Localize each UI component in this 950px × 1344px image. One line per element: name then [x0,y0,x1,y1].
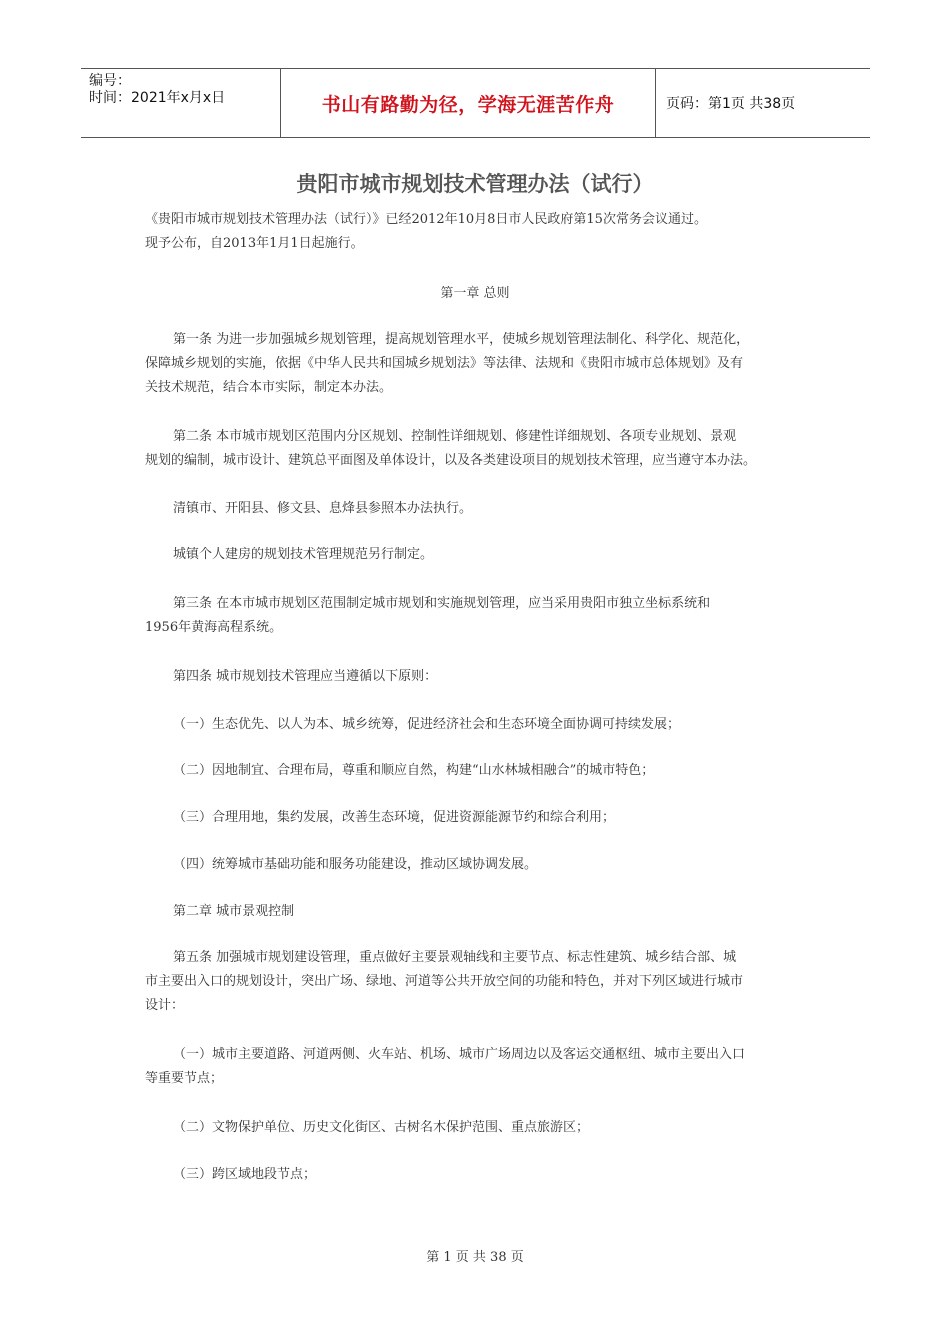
list-item: （四）统筹城市基础功能和服务功能建设，推动区域协调发展。 [173,857,538,872]
chapter-heading: 第一章 总则 [440,286,510,301]
article-line: 第四条 城市规划技术管理应当遵循以下原则： [173,669,438,684]
header-meta-cell [81,69,281,137]
list-item: （一）生态优先、以人为本、城乡统筹，促进经济社会和生态环境全面协调可持续发展； [173,717,681,732]
article-line: 市主要出入口的规划设计，突出广场、绿地、河道等公共开放空间的功能和特色，并对下列区域进行城市 [145,974,744,989]
date-label: 时间：2021年x月x日 [89,90,226,106]
list-item: （一）城市主要道路、河道两侧、火车站、机场、城市广场周边以及客运交通枢纽、城市主要出入口 [173,1047,746,1062]
article-line: 第一条 为进一步加强城乡规划管理，提高规划管理水平，使城乡规划管理法制化、科学化、规范化， [173,332,750,347]
list-item: 等重要节点； [145,1071,224,1086]
paragraph-line: 清镇市、开阳县、修文县、息烽县参照本办法执行。 [173,501,473,516]
list-item: （三）跨区域地段节点； [173,1167,317,1182]
intro-line: 现予公布，自2013年1月1日起施行。 [145,236,364,251]
page-footer: 第 1 页 共 38 页 [426,1250,524,1265]
list-item: （二）因地制宜、合理布局，尊重和顺应自然，构建“山水林城相融合”的城市特色； [173,763,655,778]
article-line: 设计： [145,998,185,1013]
list-item: （三）合理用地，集约发展，改善生态环境，促进资源能源节约和综合利用； [173,810,616,825]
page-info: 页码：第1页 共38页 [666,96,796,112]
chapter-heading: 第二章 城市景观控制 [173,904,295,919]
paragraph-line: 城镇个人建房的规划技术管理规范另行制定。 [173,547,434,562]
article-line: 关技术规范，结合本市实际，制定本办法。 [145,380,393,395]
page-info-cell [656,69,870,137]
article-line: 1956年黄海高程系统。 [145,620,283,635]
number-label: 编号： [89,73,131,89]
article-line: 保障城乡规划的实施，依据《中华人民共和国城乡规划法》等法律、法规和《贵阳市城市总体规划》及有 [145,356,744,371]
header-table [81,68,870,138]
article-line: 第二条 本市城市规划区范围内分区规划、控制性详细规划、修建性详细规划、各项专业规划、景观 [173,429,737,444]
intro-line: 《贵阳市城市规划技术管理办法（试行）》已经2012年10月8日市人民政府第15次常务会议通过。 [145,212,707,227]
article-line: 第五条 加强城市规划建设管理，重点做好主要景观轴线和主要节点、标志性建筑、城乡结合部、城 [173,950,737,965]
document-title: 贵阳市城市规划技术管理办法（试行） [296,172,654,196]
motto-text: 书山有路勤为径，学海无涯苦作舟 [321,93,615,116]
motto-cell [281,69,656,137]
article-line: 规划的编制，城市设计、建筑总平面图及单体设计，以及各类建设项目的规划技术管理，应当遵守本办法。 [145,453,757,468]
list-item: （二）文物保护单位、历史文化街区、古树名木保护范围、重点旅游区； [173,1120,590,1135]
article-line: 第三条 在本市城市规划区范围制定城市规划和实施规划管理，应当采用贵阳市独立坐标系统和 [173,596,711,611]
